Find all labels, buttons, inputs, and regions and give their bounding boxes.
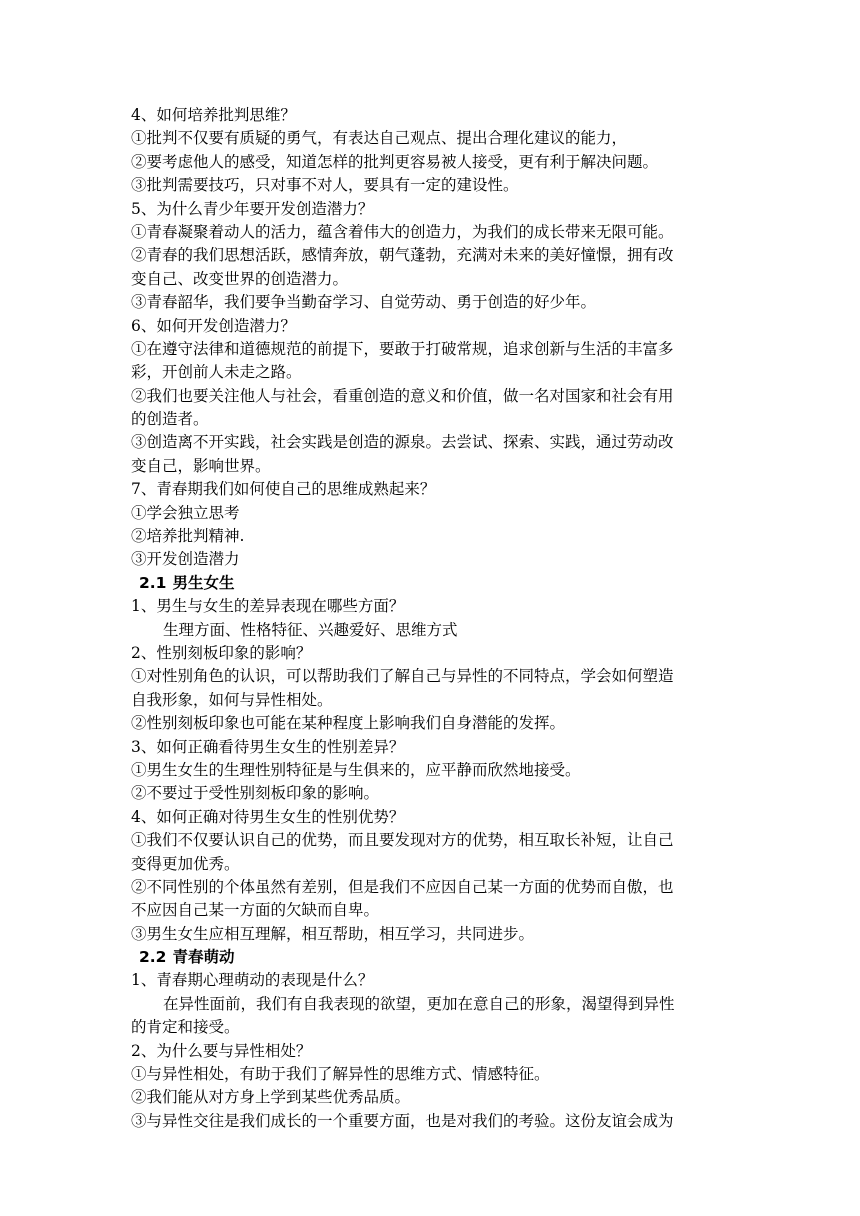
- answer-line: ②性别刻板印象也可能在某种程度上影响我们自身潜能的发挥。: [131, 714, 566, 733]
- answer-line: ①与异性相处，有助于我们了解异性的思维方式、情感特征。: [131, 1065, 550, 1084]
- answer-line: ①在遵守法律和道德规范的前提下，要敢于打破常规，追求创新与生活的丰富多: [131, 339, 674, 358]
- answer-line: ②不要过于受性别刻板印象的影响。: [131, 784, 380, 803]
- answer-line: 自我形象，如何与异性相处。: [131, 690, 333, 709]
- question-heading: 1、青春期心理萌动的表现是什么？: [131, 971, 374, 990]
- answer-line: ③青春韶华，我们要争当勤奋学习、自觉劳动、勇于创造的好少年。: [131, 293, 597, 312]
- answer-line: ①我们不仅要认识自己的优势，而且要发现对方的优势，相互取长补短，让自己: [131, 831, 674, 850]
- section-heading: [131, 572, 741, 595]
- question-heading: 4、如何培养批判思维？: [131, 106, 296, 124]
- answer-line: 变自己，影响世界。: [131, 456, 271, 475]
- answer-line: 生理方面、性格特征、兴趣爱好、思维方式: [163, 620, 458, 639]
- answer-line: ②不同性别的个体虽然有差别，但是我们不应因自己某一方面的优势而自傲，也: [131, 877, 674, 896]
- answer-line: 变自己、改变世界的创造潜力。: [131, 269, 349, 288]
- answer-line: 的肯定和接受。: [131, 1018, 240, 1037]
- question-heading: 4、如何正确对待男生女生的性别优势？: [131, 807, 405, 826]
- question-heading: 2、性别刻板印象的影响？: [131, 643, 312, 662]
- answer-line: ①对性别角色的认识，可以帮助我们了解自己与异性的不同特点，学会如何塑造: [131, 667, 674, 686]
- answer-line: ②青春的我们思想活跃，感情奔放，朝气蓬勃，充满对未来的美好憧憬，拥有改: [131, 246, 674, 265]
- question-heading: 1、男生与女生的差异表现在哪些方面？: [131, 597, 405, 616]
- answer-line: ②我们也要关注他人与社会，看重创造的意义和价值，做一名对国家和社会有用: [131, 386, 674, 405]
- answer-line: 在异性面前，我们有自我表现的欲望，更加在意自己的形象，渴望得到异性: [163, 994, 675, 1013]
- answer-line: ①学会独立思考: [131, 503, 240, 522]
- question-heading: 2、为什么要与异性相处？: [131, 1041, 312, 1060]
- answer-line: ③与异性交往是我们成长的一个重要方面，也是对我们的考验。这份友谊会成为: [131, 1111, 674, 1130]
- answer-line: ①男生女生的生理性别特征是与生俱来的，应平静而欣然地接受。: [131, 760, 581, 779]
- section-number: 2.1: [139, 573, 167, 592]
- answer-line: ③男生女生应相互理解，相互帮助，相互学习，共同进步。: [131, 924, 535, 943]
- document-page: [131, 104, 741, 1133]
- answer-line: ①批判不仅要有质疑的勇气，有表达自己观点、提出合理化建议的能力，: [131, 129, 628, 148]
- answer-line: ②要考虑他人的感受，知道怎样的批判更容易被人接受，更有利于解决问题。: [131, 152, 659, 171]
- answer-line: ②我们能从对方身上学到某些优秀品质。: [131, 1088, 411, 1107]
- answer-line: 不应因自己某一方面的欠缺而自卑。: [131, 901, 380, 920]
- question-heading: 7、青春期我们如何使自己的思维成熟起来？: [131, 480, 436, 499]
- answer-line: ③创造离不开实践，社会实践是创造的源泉。去尝试、探索、实践，通过劳动改: [131, 433, 674, 452]
- answer-line: ①青春凝聚着动人的活力，蕴含着伟大的创造力，为我们的成长带来无限可能。: [131, 222, 674, 241]
- answer-line: ③开发创造潜力: [131, 550, 240, 569]
- section-heading: [131, 946, 741, 969]
- answer-line: ③批判需要技巧，只对事不对人，要具有一定的建设性。: [131, 176, 519, 195]
- answer-line: 变得更加优秀。: [131, 854, 240, 873]
- section-title: 青春萌动: [172, 948, 235, 967]
- answer-line: ②培养批判精神.: [131, 527, 245, 546]
- answer-line: 的创造者。: [131, 410, 209, 429]
- question-heading: 6、如何开发创造潜力？: [131, 316, 296, 335]
- answer-line: 彩，开创前人未走之路。: [131, 363, 302, 382]
- question-heading: 3、如何正确看待男生女生的性别差异？: [131, 737, 405, 756]
- section-title: 男生女生: [172, 573, 235, 592]
- section-number: 2.2: [139, 948, 167, 967]
- question-heading: 5、为什么青少年要开发创造潜力？: [131, 199, 374, 218]
